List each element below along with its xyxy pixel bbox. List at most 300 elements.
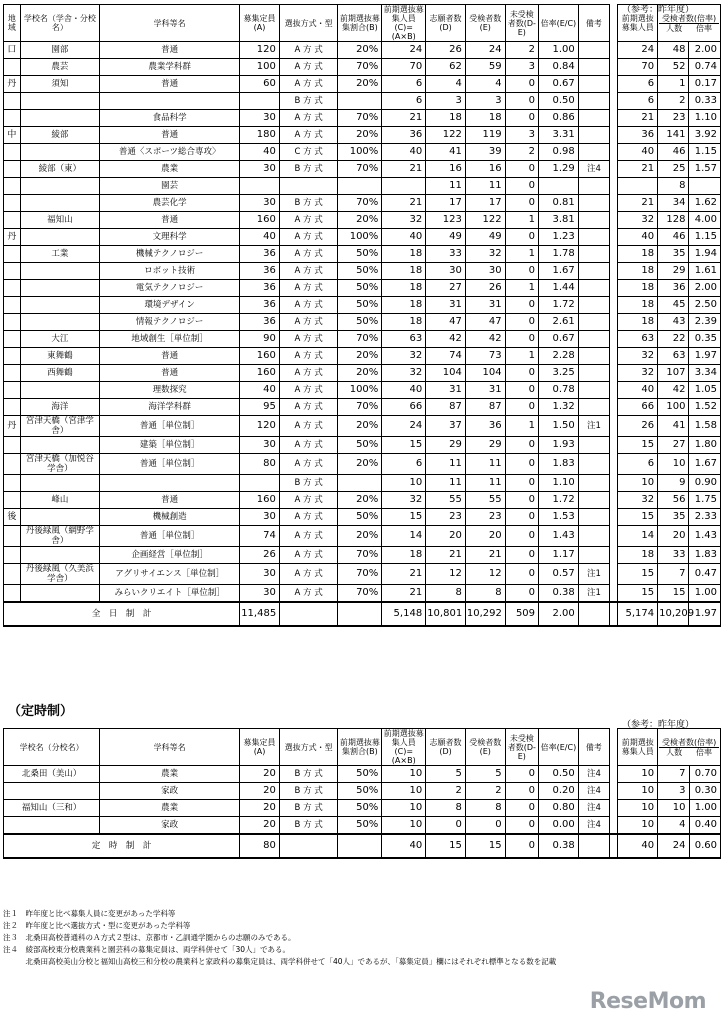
gap <box>610 564 618 585</box>
cell-dept <box>100 475 240 492</box>
cell-prev-num: 46 <box>658 229 689 246</box>
cell-prev-early: 32 <box>618 365 658 382</box>
cell-absent: 2 <box>505 42 538 59</box>
cell-examinees: 8 <box>465 585 505 603</box>
cell-rate: 0.57 <box>539 564 579 585</box>
total-applicants: 10,801 <box>426 602 466 626</box>
cell-absent: 0 <box>505 263 538 280</box>
cell-school <box>20 263 99 280</box>
cell-rate: 0.50 <box>539 93 579 110</box>
cell-method: A 方 式 <box>279 416 338 437</box>
cell-quota: 30 <box>240 161 280 178</box>
cell-prev-early: 14 <box>618 526 658 547</box>
pt-col-early: 前期選抜募集人員(C)=(A×B) <box>383 729 424 765</box>
cell-region <box>4 475 21 492</box>
cell-method: A 方 式 <box>279 76 338 93</box>
cell-absent: 0 <box>505 547 538 564</box>
cell-applicants: 30 <box>426 263 466 280</box>
table-row <box>4 314 721 331</box>
col-prev-group <box>658 5 721 42</box>
cell-examinees: 49 <box>465 229 505 246</box>
cell-region: 後 <box>4 509 21 526</box>
pt-cell-examinees: 0 <box>465 817 505 835</box>
cell-quota: 100 <box>240 59 280 76</box>
cell-absent: 2 <box>505 144 538 161</box>
cell-dept: 建築［単位制］ <box>100 437 240 454</box>
cell-applicants: 23 <box>426 509 466 526</box>
gap <box>610 729 618 766</box>
cell-quota: 30 <box>240 564 280 585</box>
cell-early: 10 <box>382 475 426 492</box>
cell-prev-rate: 1.52 <box>689 399 721 416</box>
pt-cell-applicants: 2 <box>426 783 466 800</box>
cell-applicants: 47 <box>426 314 466 331</box>
cell-rate: 1.17 <box>539 547 579 564</box>
cell-examinees: 11 <box>465 454 505 475</box>
cell-rate: 3.31 <box>539 127 579 144</box>
table-row <box>4 280 721 297</box>
cell-school: 須知 <box>20 76 99 93</box>
cell-prev-num: 1 <box>658 76 689 93</box>
cell-applicants: 87 <box>426 399 466 416</box>
cell-prev-num: 34 <box>658 195 689 212</box>
table-row <box>4 263 721 280</box>
cell-note: 注1 <box>578 564 609 585</box>
cell-absent: 0 <box>505 229 538 246</box>
gap <box>610 416 618 437</box>
cell-method: A 方 式 <box>279 246 338 263</box>
cell-dept: 普通［単位制］ <box>100 416 240 437</box>
cell-region <box>4 382 21 399</box>
cell-prev-rate: 1.80 <box>689 437 721 454</box>
cell-dept: 園芸 <box>100 178 240 195</box>
cell-region <box>4 263 21 280</box>
cell-quota: 40 <box>240 382 280 399</box>
cell-region <box>4 437 21 454</box>
cell-prev-early: 32 <box>618 348 658 365</box>
table-row <box>4 42 721 59</box>
cell-ratio: 70% <box>338 110 382 127</box>
cell-rate: 1.44 <box>539 280 579 297</box>
cell-region: 口 <box>4 42 21 59</box>
table-row <box>4 526 721 547</box>
cell-absent: 3 <box>505 59 538 76</box>
cell-method: A 方 式 <box>279 564 338 585</box>
prev-rate-label: 倍率 <box>696 23 713 33</box>
gap <box>610 280 618 297</box>
table-row <box>4 212 721 229</box>
cell-absent: 0 <box>505 585 538 603</box>
pt-col-absent: 未受検者数(D-E) <box>505 729 538 766</box>
cell-note: 注4 <box>578 161 609 178</box>
cell-early: 6 <box>382 93 426 110</box>
pt-cell-prev-rate: 0.40 <box>689 817 721 835</box>
cell-ratio: 70% <box>338 399 382 416</box>
cell-method: A 方 式 <box>279 229 338 246</box>
cell-prev-early: 18 <box>618 547 658 564</box>
cell-early: 32 <box>382 492 426 509</box>
cell-prev-early: 6 <box>618 93 658 110</box>
cell-examinees: 26 <box>465 280 505 297</box>
cell-applicants: 55 <box>426 492 466 509</box>
gap <box>610 602 618 626</box>
pt-cell-prev-rate: 0.70 <box>689 766 721 783</box>
cell-method: A 方 式 <box>279 526 338 547</box>
full-time-table <box>3 4 721 627</box>
cell-early: 32 <box>382 212 426 229</box>
col-rate: 倍率(E/C) <box>539 5 579 42</box>
cell-method: A 方 式 <box>279 348 338 365</box>
cell-examinees: 11 <box>465 178 505 195</box>
table-row <box>4 399 721 416</box>
cell-prev-rate: 1.05 <box>689 382 721 399</box>
cell-note <box>578 509 609 526</box>
cell-early: 40 <box>382 229 426 246</box>
cell-rate <box>539 178 579 195</box>
cell-examinees: 47 <box>465 314 505 331</box>
cell-region <box>4 110 21 127</box>
pt-cell-ratio: 50% <box>338 783 382 800</box>
cell-examinees: 31 <box>465 297 505 314</box>
cell-early <box>382 178 426 195</box>
cell-prev-rate: 4.00 <box>689 212 721 229</box>
cell-absent: 0 <box>505 331 538 348</box>
cell-school <box>20 509 99 526</box>
cell-quota: 30 <box>240 437 280 454</box>
cell-school <box>20 382 99 399</box>
pt-cell-quota: 20 <box>240 817 280 835</box>
cell-prev-early <box>618 178 658 195</box>
table-row <box>4 475 721 492</box>
pt-col-rate: 倍率(E/C) <box>539 729 579 766</box>
cell-prev-rate: 2.00 <box>689 280 721 297</box>
total-quota: 11,485 <box>240 602 280 626</box>
cell-school: 福知山 <box>20 212 99 229</box>
cell-ratio: 20% <box>338 212 382 229</box>
cell-applicants: 41 <box>426 144 466 161</box>
col-applicants: 志願者数(D) <box>426 5 466 42</box>
cell-quota <box>240 475 280 492</box>
cell-absent: 1 <box>505 280 538 297</box>
cell-ratio: 20% <box>338 76 382 93</box>
cell-ratio: 20% <box>338 454 382 475</box>
total-examinees: 10,292 <box>465 602 505 626</box>
pt-cell-rate: 0.20 <box>539 783 579 800</box>
pt-col-dept: 学科等名 <box>100 729 240 766</box>
cell-applicants: 4 <box>426 76 466 93</box>
cell-note <box>578 42 609 59</box>
cell-ratio: 20% <box>338 526 382 547</box>
cell-school <box>20 314 99 331</box>
pt-cell-early: 10 <box>382 766 426 783</box>
cell-ratio: 20% <box>338 348 382 365</box>
table-row <box>4 348 721 365</box>
gap <box>610 93 618 110</box>
table-row <box>4 564 721 585</box>
cell-dept: 普通 <box>100 76 240 93</box>
table-row <box>4 76 721 93</box>
pt-cell-dept: 農業 <box>100 800 240 817</box>
pt-cell-rate: 0.50 <box>539 766 579 783</box>
gap <box>610 399 618 416</box>
cell-school <box>20 437 99 454</box>
pt-total-quota: 80 <box>240 834 280 858</box>
pt-cell-school: 北桑田（美山） <box>4 766 100 783</box>
cell-examinees: 21 <box>465 547 505 564</box>
cell-absent: 0 <box>505 178 538 195</box>
cell-prev-rate: 0.74 <box>689 59 721 76</box>
gap <box>610 110 618 127</box>
cell-ratio: 70% <box>338 331 382 348</box>
cell-prev-early: 70 <box>618 59 658 76</box>
cell-prev-rate: 1.57 <box>689 161 721 178</box>
cell-applicants: 11 <box>426 454 466 475</box>
pt-cell-ratio: 50% <box>338 800 382 817</box>
gap <box>610 297 618 314</box>
cell-examinees: 59 <box>465 59 505 76</box>
cell-examinees: 4 <box>465 76 505 93</box>
cell-quota: 160 <box>240 492 280 509</box>
cell-dept: 電気テクノロジー <box>100 280 240 297</box>
cell-school <box>20 229 99 246</box>
cell-region <box>4 399 21 416</box>
pt-cell-note: 注4 <box>578 800 609 817</box>
cell-applicants: 104 <box>426 365 466 382</box>
cell-dept: みらいクリエイト［単位制］ <box>100 585 240 603</box>
table-row <box>4 437 721 454</box>
cell-early: 32 <box>382 365 426 382</box>
cell-applicants: 11 <box>426 475 466 492</box>
gap <box>610 178 618 195</box>
cell-examinees: 30 <box>465 263 505 280</box>
cell-rate: 1.72 <box>539 492 579 509</box>
cell-quota: 36 <box>240 314 280 331</box>
cell-rate: 3.25 <box>539 365 579 382</box>
cell-quota: 60 <box>240 76 280 93</box>
cell-early: 18 <box>382 547 426 564</box>
cell-rate: 1.10 <box>539 475 579 492</box>
cell-absent: 1 <box>505 416 538 437</box>
cell-applicants: 42 <box>426 331 466 348</box>
cell-method: A 方 式 <box>279 331 338 348</box>
pt-col-prev-early: 前期選抜募集人員 <box>618 729 658 766</box>
cell-ratio <box>338 475 382 492</box>
cell-dept: 普通 <box>100 127 240 144</box>
total-note-empty <box>578 602 609 626</box>
table-row <box>4 178 721 195</box>
cell-absent: 1 <box>505 246 538 263</box>
pt-total-early: 40 <box>382 834 426 858</box>
cell-dept: ロボット技術 <box>100 263 240 280</box>
cell-school <box>20 585 99 603</box>
cell-rate: 1.23 <box>539 229 579 246</box>
cell-early: 6 <box>382 76 426 93</box>
cell-applicants: 18 <box>426 110 466 127</box>
pt-cell-rate: 0.00 <box>539 817 579 835</box>
cell-method: A 方 式 <box>279 492 338 509</box>
cell-early: 40 <box>382 382 426 399</box>
cell-prev-rate: 1.67 <box>689 454 721 475</box>
cell-quota: 120 <box>240 416 280 437</box>
gap <box>610 76 618 93</box>
cell-rate: 1.43 <box>539 526 579 547</box>
cell-dept: 普通 <box>100 212 240 229</box>
cell-region <box>4 178 21 195</box>
pt-cell-prev-early: 10 <box>618 783 658 800</box>
table-row <box>4 144 721 161</box>
pt-cell-early: 10 <box>382 783 426 800</box>
cell-prev-early: 21 <box>618 161 658 178</box>
cell-region <box>4 195 21 212</box>
cell-rate: 2.28 <box>539 348 579 365</box>
cell-early: 40 <box>382 144 426 161</box>
table-row <box>4 59 721 76</box>
cell-region: 丹 <box>4 229 21 246</box>
cell-rate: 3.81 <box>539 212 579 229</box>
cell-absent: 0 <box>505 382 538 399</box>
table-row <box>4 783 721 800</box>
cell-prev-early: 40 <box>618 382 658 399</box>
cell-quota: 80 <box>240 454 280 475</box>
gap <box>610 382 618 399</box>
cell-ratio: 20% <box>338 365 382 382</box>
cell-note <box>578 263 609 280</box>
cell-absent: 0 <box>505 526 538 547</box>
cell-method: C 方 式 <box>279 144 338 161</box>
cell-prev-early: 32 <box>618 492 658 509</box>
gap <box>610 5 618 42</box>
cell-examinees: 23 <box>465 509 505 526</box>
cell-method: A 方 式 <box>279 454 338 475</box>
cell-examinees: 119 <box>465 127 505 144</box>
total-prev-rate: 1.97 <box>689 602 721 626</box>
cell-prev-num: 100 <box>658 399 689 416</box>
cell-absent: 0 <box>505 492 538 509</box>
cell-school: 綾部（東） <box>20 161 99 178</box>
cell-prev-num: 63 <box>658 348 689 365</box>
cell-quota: 180 <box>240 127 280 144</box>
pt-cell-quota: 20 <box>240 800 280 817</box>
cell-method: A 方 式 <box>279 297 338 314</box>
cell-method <box>279 178 338 195</box>
cell-ratio: 50% <box>338 297 382 314</box>
cell-school: 東舞鶴 <box>20 348 99 365</box>
cell-prev-rate: 2.33 <box>689 509 721 526</box>
cell-examinees: 39 <box>465 144 505 161</box>
total-row <box>4 602 721 626</box>
cell-rate: 0.86 <box>539 110 579 127</box>
col-examinees: 受検者数(E) <box>465 5 505 42</box>
gap <box>610 437 618 454</box>
cell-rate: 1.83 <box>539 454 579 475</box>
cell-early: 32 <box>382 348 426 365</box>
pt-total-note-empty <box>578 834 609 858</box>
pt-cell-applicants: 8 <box>426 800 466 817</box>
total-prev-num: 10,209 <box>658 602 689 626</box>
cell-method: A 方 式 <box>279 280 338 297</box>
cell-dept: 普通 <box>100 348 240 365</box>
cell-ratio: 50% <box>338 509 382 526</box>
cell-note: 注1 <box>578 585 609 603</box>
cell-prev-early: 6 <box>618 454 658 475</box>
col-school: 学校名（学舎・分校名） <box>20 5 99 42</box>
cell-quota: 30 <box>240 110 280 127</box>
cell-method: A 方 式 <box>279 212 338 229</box>
pt-total-prev-early: 40 <box>618 834 658 858</box>
cell-prev-early: 40 <box>618 229 658 246</box>
cell-region <box>4 526 21 547</box>
cell-method: A 方 式 <box>279 59 338 76</box>
cell-prev-rate: 1.75 <box>689 492 721 509</box>
gap <box>610 59 618 76</box>
cell-school: 海洋 <box>20 399 99 416</box>
table-row <box>4 110 721 127</box>
cell-prev-early: 36 <box>618 127 658 144</box>
cell-ratio: 50% <box>338 246 382 263</box>
cell-quota <box>240 93 280 110</box>
pt-cell-absent: 0 <box>505 817 538 835</box>
cell-region <box>4 297 21 314</box>
cell-examinees: 73 <box>465 348 505 365</box>
cell-ratio: 20% <box>338 492 382 509</box>
cell-quota: 160 <box>240 365 280 382</box>
cell-method: B 方 式 <box>279 93 338 110</box>
cell-school <box>20 195 99 212</box>
cell-absent: 3 <box>505 127 538 144</box>
cell-applicants: 12 <box>426 564 466 585</box>
table-row <box>4 161 721 178</box>
cell-absent: 1 <box>505 212 538 229</box>
pt-prev-group-title: 受検者数(倍率) <box>661 737 717 747</box>
cell-school: 峰山 <box>20 492 99 509</box>
gap <box>610 348 618 365</box>
cell-prev-num: 10 <box>658 454 689 475</box>
pt-cell-prev-num: 10 <box>658 800 689 817</box>
cell-quota: 160 <box>240 212 280 229</box>
cell-prev-early: 18 <box>618 297 658 314</box>
cell-region: 丹 <box>4 76 21 93</box>
pt-cell-school <box>4 783 100 800</box>
gap <box>610 492 618 509</box>
cell-examinees: 29 <box>465 437 505 454</box>
cell-applicants: 3 <box>426 93 466 110</box>
footnote: 注３ 北桑田高校普通科のＡ方式２型は、京都市・乙訓通学圏からの志願のみである。 <box>3 933 296 942</box>
gap <box>610 585 618 603</box>
cell-prev-num: 7 <box>658 564 689 585</box>
pt-cell-method: B 方 式 <box>279 817 338 835</box>
cell-absent: 0 <box>505 110 538 127</box>
cell-applicants: 17 <box>426 195 466 212</box>
cell-prev-early: 63 <box>618 331 658 348</box>
gap <box>610 127 618 144</box>
gap <box>610 42 618 59</box>
cell-method: A 方 式 <box>279 509 338 526</box>
pt-total-applicants: 15 <box>426 834 466 858</box>
cell-note <box>578 76 609 93</box>
cell-rate: 0.67 <box>539 76 579 93</box>
cell-school <box>20 93 99 110</box>
table-row <box>4 195 721 212</box>
cell-school <box>20 280 99 297</box>
pt-cell-absent: 0 <box>505 783 538 800</box>
pt-total-prev-num: 24 <box>658 834 689 858</box>
cell-dept: 食品科学 <box>100 110 240 127</box>
table-row <box>4 127 721 144</box>
cell-prev-rate: 1.61 <box>689 263 721 280</box>
pt-cell-early: 10 <box>382 817 426 835</box>
cell-dept: 文理科学 <box>100 229 240 246</box>
cell-rate: 1.93 <box>539 437 579 454</box>
